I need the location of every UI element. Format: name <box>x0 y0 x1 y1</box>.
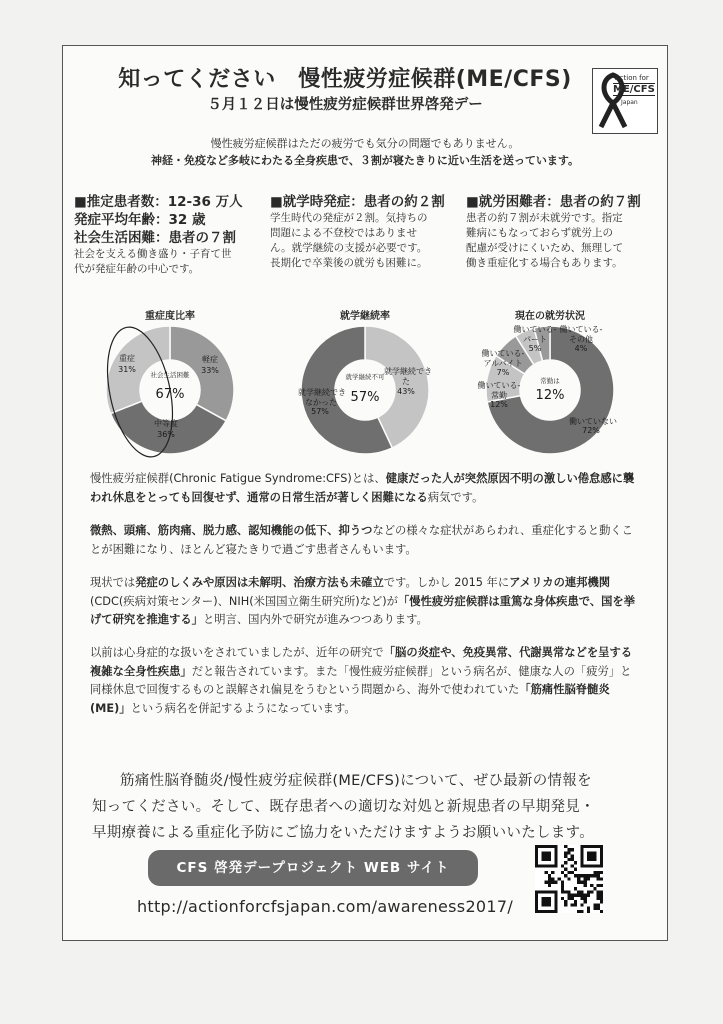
chart-3-label-other-1: 働いている- <box>559 325 603 334</box>
chart-3-label-unemployed: 働いていない <box>569 417 617 426</box>
paragraph-definition <box>90 470 638 507</box>
p4-part-6: ら、海外で使われていた <box>395 683 520 696</box>
column-2-text-1: 学生時代の発症が２割。気持ちの <box>270 212 428 224</box>
column-3-head-1: ■就労困難者：患者の約７割 <box>466 194 641 210</box>
chart-3-value-unemployed: 72% <box>582 426 600 435</box>
paragraph-research <box>90 574 638 630</box>
website-url-link[interactable]: http://actionforcfsjapan.com/awareness2017/ <box>136 897 514 916</box>
intro-line-1: 慢性疲労症候群はただの疲労でも気分の問題でもありません。 <box>210 137 520 150</box>
chart-3-label-arbeit-2: アルバイト <box>483 359 523 368</box>
p2-part-2: などの様々な症状があらわれ、重症 <box>372 524 554 537</box>
column-2-text-3: ん。就学継続の支援が必要です。 <box>270 242 428 254</box>
logo-text-2: ME/CFS <box>613 84 655 95</box>
chart-2-center-value: 57% <box>350 390 380 405</box>
closing-line-3: 早期療養による重症化予防にご協力をいただけますようお願いいたします。 <box>92 825 595 841</box>
p4-part-3: 常などを呈する複雑な全身性疾患」 <box>90 646 633 678</box>
chart-3 <box>477 320 620 460</box>
chart-1-label-severe: 重症 <box>119 354 135 363</box>
p4-part-4: だと報告されています。また「慢性疲労症候群」という <box>191 664 474 678</box>
p3-part-3: です。しかし 2015 年に <box>383 576 510 589</box>
column-1-text-1: 社会を支える働き盛り・子育て世 <box>74 248 232 260</box>
ribbon-logo <box>592 68 658 134</box>
p1-part-3: しい倦怠感に襲われ休息をとっても回復せず、通常の日常生活が著しく困難になる <box>90 472 635 504</box>
chart-1-title: 重症度比率 <box>145 311 195 322</box>
chart-2-label-discontinued-2: なかった <box>305 398 337 407</box>
chart-2-label-discontinued-1: 就学継続でき <box>298 388 346 397</box>
chart-2-value-discontinued: 57% <box>311 407 329 416</box>
p3-part-2: 発症のしくみや原因は未解明、治療方法も未確立 <box>135 576 384 589</box>
column-2-text-2: 問題による不登校ではありませ <box>270 227 417 239</box>
chart-2-center-label: 就学継続不可 <box>345 373 385 381</box>
p1-part-1: 慢性疲労症候群(Chronic Fatigue Syndrome:CFS)とは、 <box>90 472 386 485</box>
chart-1-value-severe: 31% <box>118 365 136 374</box>
chart-2-title: 就学継続率 <box>340 311 390 322</box>
column-1-text-2: 代が発症年齢の中心です。 <box>74 263 200 275</box>
chart-3-center-label: 常勤は <box>540 377 560 385</box>
stat-column-1 <box>74 193 264 277</box>
chart-2-label-continued-2: た <box>402 377 410 386</box>
chart-3-label-fulltime-1: 働いている- <box>477 381 521 390</box>
column-2-head-1: ■就学時発症：患者の約２割 <box>270 194 445 210</box>
chart-1-label-mild: 軽症 <box>202 355 218 364</box>
page-title: 知ってください 慢性疲労症候群(ME/CFS) <box>118 67 572 92</box>
column-1-head-2: 発症平均年齢：32 歳 <box>74 212 206 228</box>
chart-1-label-moderate: 中等度 <box>154 419 178 428</box>
p1-part-4: 病気です。 <box>427 490 484 504</box>
chart-3-value-arbeit: 7% <box>496 368 510 377</box>
page-subtitle: ５月１２日は慢性疲労症候群世界啓発デー <box>207 97 483 113</box>
chart-3-label-part-1: 働いている- <box>513 325 557 334</box>
chart-3-label-part-2: パート <box>523 335 547 344</box>
chart-3-value-part: 5% <box>528 344 542 353</box>
chart-3-label-other-2: その他 <box>569 335 593 344</box>
p2-part-3: 化すると動くことが困難になり、ほとんど寝たきりで過ごす患者さんもいます。 <box>90 524 633 556</box>
intro-line-2: 神経・免疫など多岐にわたる全身疾患で、３割が寝たきりに近い生活を送っています。 <box>151 154 579 167</box>
chart-3-label-fulltime-2: 常勤 <box>491 391 507 400</box>
chart-3-label-arbeit-1: 働いている- <box>481 349 525 358</box>
p3-part-6: (CDC(疾病対策センター)、NIH(米国国立衛生研究所)など)が <box>90 594 398 608</box>
closing-message <box>92 768 652 846</box>
logo-text-1: Action for <box>615 74 649 82</box>
column-2-text-4: 長期化で卒業後の就労も困難に。 <box>270 257 428 269</box>
chart-3-value-fulltime: 12% <box>490 400 508 409</box>
p4-part-2: 「脳の炎症や、免疫異常、代謝異 <box>383 646 553 659</box>
p3-part-8: 重篤な身体疾患で、国を挙げて研究を推進する」 <box>90 594 636 626</box>
closing-line-1: 筋痛性脳脊髄炎/慢性疲労症候群(ME/CFS)について、ぜひ最新の情報を <box>120 773 592 789</box>
column-3-text-3: 配慮が受けにくいため、無理して <box>466 242 624 254</box>
p4-part-1: 以前は心身症的な扱いをされていましたが、近年の研究で <box>90 646 384 659</box>
chart-1-center-label: 社会生活困難 <box>150 371 190 379</box>
paragraph-naming <box>90 644 638 718</box>
column-1-head-1: ■推定患者数：12-36 万人 <box>74 194 243 210</box>
p3-part-1: 現状では <box>90 576 136 589</box>
chart-2 <box>295 320 435 460</box>
chart-2-label-continued-1: 就学継続でき <box>384 367 432 376</box>
chart-3-value-other: 4% <box>574 344 588 353</box>
p2-part-1: 微熱、頭痛、筋肉痛、脱力感、認知機能の低下、抑うつ <box>90 524 373 537</box>
p4-part-8: という病名を併記するようになっています。 <box>130 701 356 715</box>
paragraph-symptoms <box>90 522 638 559</box>
column-3-text-1: 患者の約７割が未就労です。指定 <box>466 212 623 224</box>
website-button[interactable]: CFS 啓発デープロジェクト WEB サイト <box>148 850 478 886</box>
p4-part-5: 病名が、健康な人の「疲労」と同様休息で回復するものと誤解され偏見をうむという問題か <box>90 664 632 696</box>
p3-part-9: と明言、国内外で研究が進みつつあります。 <box>202 613 428 626</box>
stat-column-3 <box>466 193 656 271</box>
p4-part-7: 「筋痛性脳脊髄炎(ME)」 <box>90 683 610 715</box>
p3-part-5: の連邦機関 <box>553 576 611 589</box>
chart-1-value-moderate: 36% <box>157 430 175 439</box>
chart-3-title: 現在の就労状況 <box>515 311 585 322</box>
stat-column-2 <box>270 193 460 271</box>
logo-text-3: Japan <box>621 99 638 106</box>
chart-1 <box>100 320 240 460</box>
intro-text <box>90 135 640 169</box>
chart-2-value-continued: 43% <box>397 387 415 396</box>
column-1-head-3: 社会生活困難：患者の７割 <box>74 230 236 246</box>
column-3-text-4: 働き重症化する場合もあります。 <box>466 257 623 269</box>
p3-part-7: 「慢性疲労症候群は <box>397 594 500 608</box>
chart-3-center-value: 12% <box>535 388 565 403</box>
p1-part-2: 健康だった人が突然原因不明の激 <box>385 472 556 485</box>
qr-code-icon[interactable] <box>535 845 603 913</box>
chart-1-center-value: 67% <box>155 387 185 402</box>
column-3-text-2: 難病にもなっておらず就労上の <box>466 227 613 239</box>
chart-1-value-mild: 33% <box>201 366 219 375</box>
closing-line-2: 知ってください。そして、既存患者への適切な対処と新規患者の早期発見・ <box>92 799 595 815</box>
p3-part-4: アメリカ <box>509 576 554 589</box>
